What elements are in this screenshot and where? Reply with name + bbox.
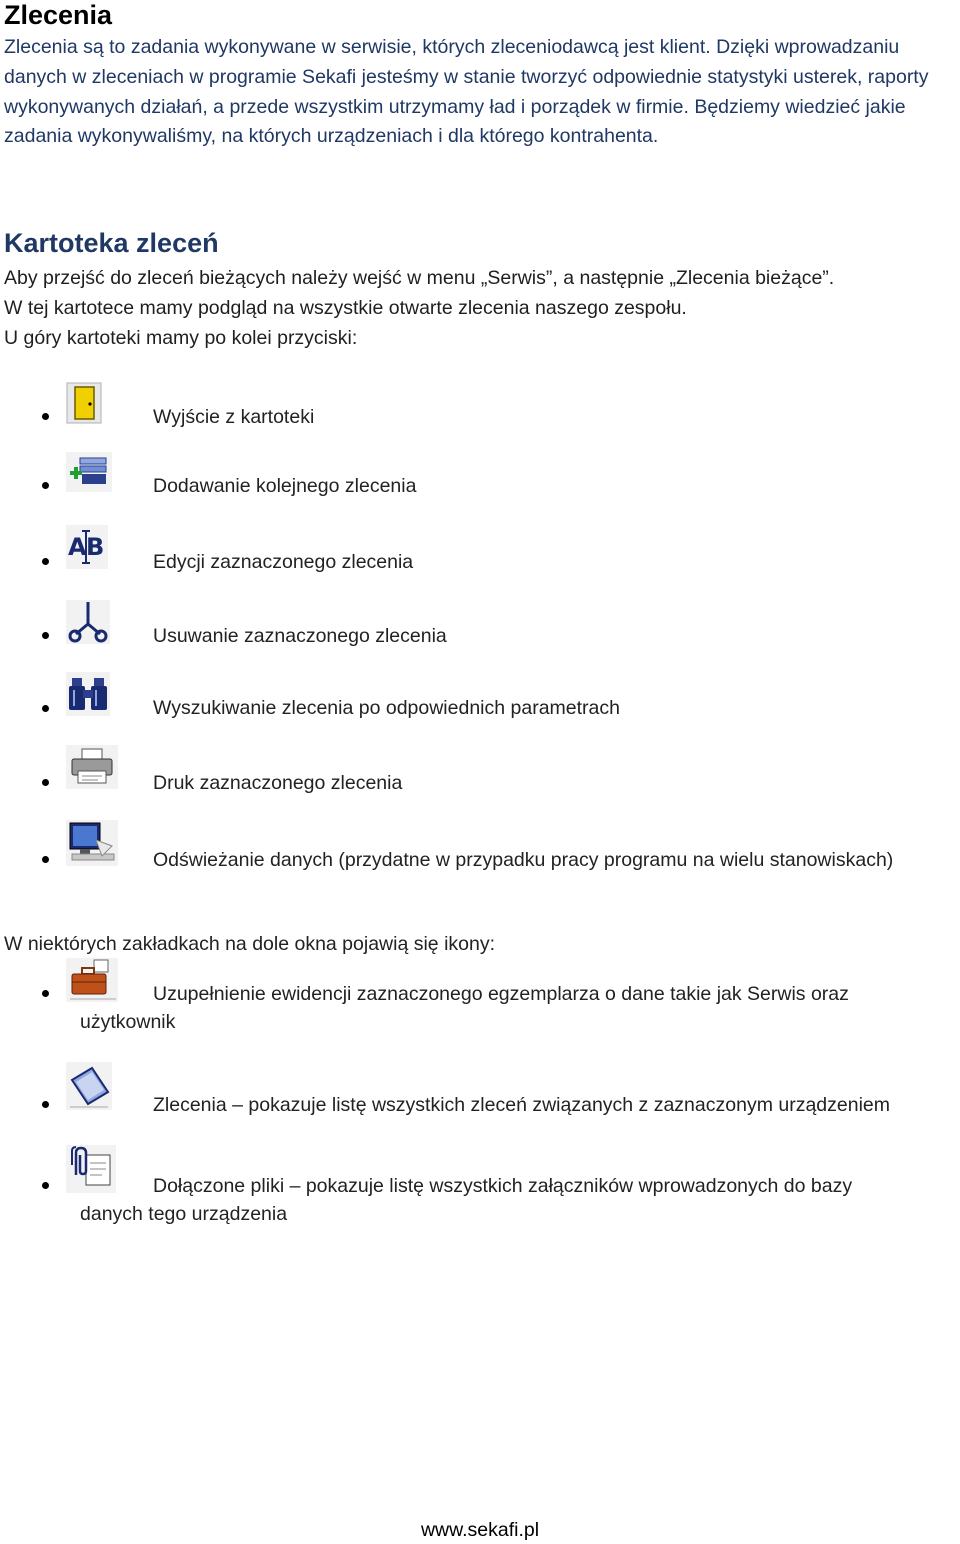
section-paragraph bbox=[4, 264, 958, 353]
exit-door-icon bbox=[66, 382, 102, 422]
add-order-icon bbox=[66, 452, 102, 492]
binoculars-icon bbox=[66, 672, 102, 712]
bottom-button-label: Dołączone pliki – pokazuje listę wszystkich załączników wprowadzonych do bazy bbox=[153, 1175, 853, 1197]
intro-paragraph: Zlecenia są to zadania wykonywane w serwisie, których zleceniodawcą jest klient. Dzięki wprowadzaniu danych w zleceniach w programie Sekafi jesteśmy w stanie tworzyć odpowiednie statystyki usterek, raporty wykonywanych działań, a przede wszystkim utrzymamy ład i porządek w firmie. Będziemy wiedzieć jakie zadania wykonywaliśmy, na których urządzeniach i dla którego kontrahenta. bbox=[4, 36, 929, 148]
bottom-button-label-cont: użytkownik bbox=[80, 1011, 176, 1033]
top-button-label: Odświeżanie danych (przydatne w przypadku pracy programu na wielu stanowiskach) bbox=[153, 849, 894, 871]
printer-icon bbox=[66, 745, 102, 785]
bullet bbox=[42, 705, 49, 712]
section-line: W tej kartotece mamy podgląd na wszystkie otwarte zlecenia naszego zespołu. bbox=[4, 296, 687, 319]
bullet bbox=[42, 632, 49, 639]
edit-ab-icon bbox=[66, 525, 105, 565]
bullet bbox=[42, 990, 49, 997]
bullet bbox=[42, 558, 49, 565]
bottom-button-label-cont: danych tego urządzenia bbox=[80, 1203, 288, 1225]
bullet bbox=[42, 413, 49, 420]
svg-text:B: B bbox=[86, 533, 105, 561]
section-line: U góry kartoteki mamy po kolei przyciski: bbox=[4, 326, 358, 349]
top-button-label: Edycji zaznaczonego zlecenia bbox=[153, 551, 414, 573]
paperclip-icon bbox=[66, 1145, 102, 1185]
bullet bbox=[42, 1182, 49, 1189]
refresh-monitor-icon bbox=[66, 820, 102, 860]
bottom-button-label: Zlecenia – pokazuje listę wszystkich zleceń związanych z zaznaczonym urządzeniem bbox=[153, 1094, 890, 1116]
bullet bbox=[42, 779, 49, 786]
svg-text:A: A bbox=[68, 533, 87, 561]
top-button-label: Wyjście z kartoteki bbox=[153, 406, 315, 428]
folder-note-icon bbox=[66, 1062, 102, 1102]
scissors-icon bbox=[66, 600, 102, 640]
top-button-label: Druk zaznaczonego zlecenia bbox=[153, 772, 403, 794]
bullet bbox=[42, 1101, 49, 1108]
top-button-label: Usuwanie zaznaczonego zlecenia bbox=[153, 625, 447, 647]
briefcase-icon bbox=[66, 958, 102, 998]
bullet bbox=[42, 482, 49, 489]
page-title: Zlecenia bbox=[4, 0, 113, 30]
bullet bbox=[42, 856, 49, 863]
section-title: Kartoteka zleceń bbox=[4, 228, 219, 258]
bottom-button-label: Uzupełnienie ewidencji zaznaczonego egzemplarza o dane takie jak Serwis oraz bbox=[153, 983, 849, 1005]
top-button-label: Dodawanie kolejnego zlecenia bbox=[153, 475, 417, 497]
section-line: Aby przejść do zleceń bieżących należy wejść w menu „Serwis”, a następnie „Zlecenia bieżące”. bbox=[4, 267, 835, 289]
footer-url[interactable]: www.sekafi.pl bbox=[420, 1519, 540, 1541]
top-button-label: Wyszukiwanie zlecenia po odpowiednich parametrach bbox=[153, 697, 620, 719]
bottom-intro: W niektórych zakładkach na dole okna pojawią się ikony: bbox=[4, 933, 496, 955]
